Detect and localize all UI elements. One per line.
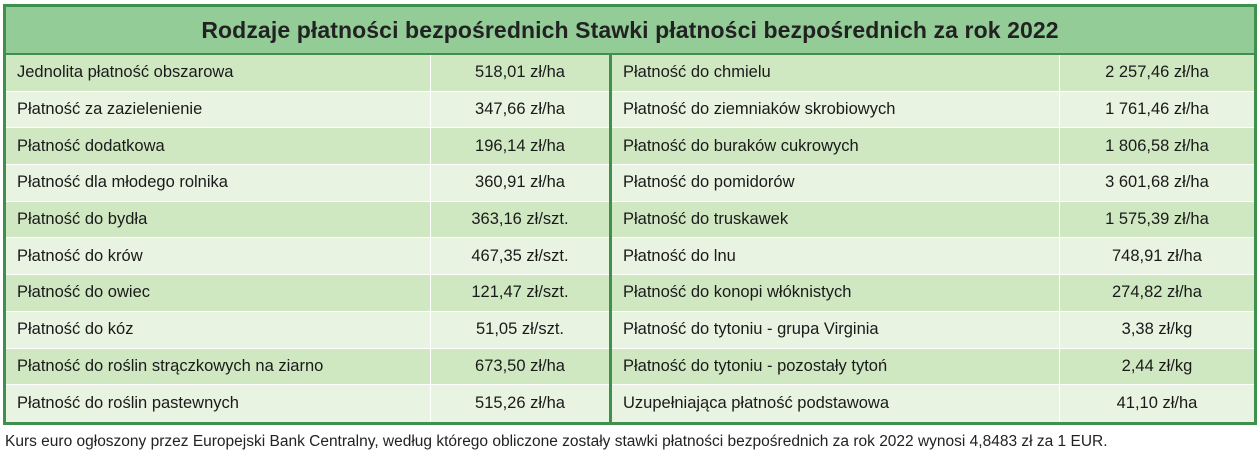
left-column-group — [6, 55, 609, 422]
payment-type-cell: Płatność do krów — [6, 238, 431, 274]
payment-type-cell: Płatność do kóz — [6, 312, 431, 348]
payment-type-cell: Płatność do roślin pastewnych — [6, 385, 431, 422]
table-row — [6, 349, 609, 386]
table-row — [612, 165, 1254, 202]
payment-rate-cell: 347,66 zł/ha — [431, 92, 609, 128]
table-row — [612, 238, 1254, 275]
table-row — [6, 128, 609, 165]
payment-rate-cell: 467,35 zł/szt. — [431, 238, 609, 274]
payment-type-cell: Płatność za zazielenienie — [6, 92, 431, 128]
payment-rate-cell: 1 806,58 zł/ha — [1060, 128, 1254, 164]
payment-type-cell: Płatność do chmielu — [612, 55, 1060, 91]
table-row — [6, 165, 609, 202]
right-column-group — [609, 55, 1254, 422]
payment-rate-cell: 363,16 zł/szt. — [431, 202, 609, 238]
table-row — [6, 55, 609, 92]
payment-type-cell: Płatność do pomidorów — [612, 165, 1060, 201]
table-row — [6, 202, 609, 239]
payment-rate-cell: 274,82 zł/ha — [1060, 275, 1254, 311]
payment-type-cell: Płatność do truskawek — [612, 202, 1060, 238]
table-row — [6, 275, 609, 312]
payment-rate-cell: 360,91 zł/ha — [431, 165, 609, 201]
payment-rate-cell: 2,44 zł/kg — [1060, 349, 1254, 385]
table-row — [612, 202, 1254, 239]
payment-rate-cell: 1 761,46 zł/ha — [1060, 92, 1254, 128]
payment-type-cell: Płatność do roślin strączkowych na ziarno — [6, 349, 431, 385]
payment-rate-cell: 2 257,46 zł/ha — [1060, 55, 1254, 91]
payment-rate-cell: 3 601,68 zł/ha — [1060, 165, 1254, 201]
payment-rate-cell: 518,01 zł/ha — [431, 55, 609, 91]
table-row — [612, 128, 1254, 165]
payment-type-cell: Płatność dla młodego rolnika — [6, 165, 431, 201]
payment-type-cell: Płatność do konopi włóknistych — [612, 275, 1060, 311]
table-row — [612, 275, 1254, 312]
table-row — [6, 238, 609, 275]
table-body — [6, 55, 1254, 422]
payment-rate-cell: 121,47 zł/szt. — [431, 275, 609, 311]
table-row — [612, 55, 1254, 92]
payment-type-cell: Płatność do bydła — [6, 202, 431, 238]
payment-rate-cell: 673,50 zł/ha — [431, 349, 609, 385]
payment-type-cell: Uzupełniająca płatność podstawowa — [612, 385, 1060, 422]
table-title: Rodzaje płatności bezpośrednich Stawki płatności bezpośrednich za rok 2022 — [201, 16, 1059, 43]
payment-type-cell: Jednolita płatność obszarowa — [6, 55, 431, 91]
table-row — [6, 385, 609, 422]
payment-rate-cell: 51,05 zł/szt. — [431, 312, 609, 348]
table-row — [6, 312, 609, 349]
payment-rate-cell: 196,14 zł/ha — [431, 128, 609, 164]
table-header — [6, 7, 1254, 55]
table-row — [612, 385, 1254, 422]
payment-rate-cell: 515,26 zł/ha — [431, 385, 609, 422]
payment-type-cell: Płatność dodatkowa — [6, 128, 431, 164]
payment-type-cell: Płatność do lnu — [612, 238, 1060, 274]
payment-rate-cell: 748,91 zł/ha — [1060, 238, 1254, 274]
payment-rate-cell: 41,10 zł/ha — [1060, 385, 1254, 422]
table-row — [612, 349, 1254, 386]
payment-rate-cell: 1 575,39 zł/ha — [1060, 202, 1254, 238]
payment-type-cell: Płatność do tytoniu - grupa Virginia — [612, 312, 1060, 348]
exchange-rate-footnote: Kurs euro ogłoszony przez Europejski Bank Centralny, według którego obliczone zostały stawki płatności bezpośrednich za rok 2022 wynosi 4,8483 zł za 1 EUR. — [5, 433, 1108, 450]
payment-type-cell: Płatność do owiec — [6, 275, 431, 311]
table-row — [6, 92, 609, 129]
payment-rate-cell: 3,38 zł/kg — [1060, 312, 1254, 348]
payment-type-cell: Płatność do ziemniaków skrobiowych — [612, 92, 1060, 128]
table-row — [612, 92, 1254, 129]
payment-type-cell: Płatność do buraków cukrowych — [612, 128, 1060, 164]
payment-rates-table — [3, 4, 1257, 425]
payment-type-cell: Płatność do tytoniu - pozostały tytoń — [612, 349, 1060, 385]
table-row — [612, 312, 1254, 349]
